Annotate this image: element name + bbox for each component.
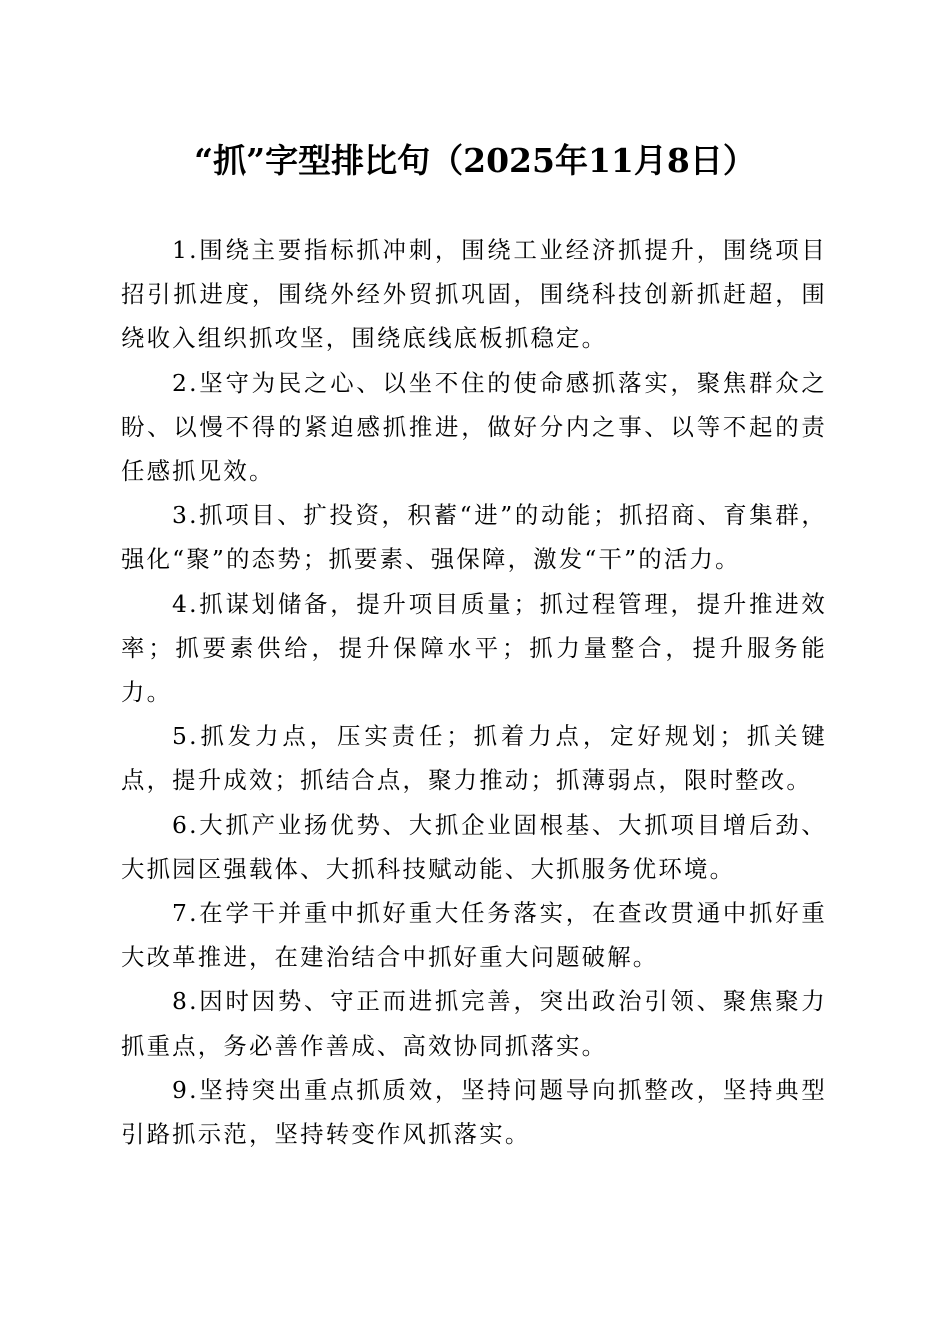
paragraph-9: 9.坚持突出重点抓质效，坚持问题导向抓整改，坚持典型引路抓示范，坚持转变作风抓落实。 bbox=[121, 1075, 827, 1149]
document-body bbox=[121, 228, 827, 1156]
paragraph-7: 7.在学干并重中抓好重大任务落实，在查改贯通中抓好重大改革推进，在建治结合中抓好重大问题破解。 bbox=[121, 899, 827, 972]
paragraph-5: 5.抓发力点，压实责任；抓着力点，定好规划；抓关键点，提升成效；抓结合点，聚力推动；抓薄弱点，限时整改。 bbox=[121, 722, 827, 795]
paragraph-1: 1.围绕主要指标抓冲刺，围绕工业经济抓提升，围绕项目招引抓进度，围绕外经外贸抓巩固，围绕科技创新抓赶超，围绕收入组织抓攻坚，围绕底线底板抓稳定。 bbox=[121, 236, 827, 353]
document-title: “抓”字型排比句（2025年11月8日） bbox=[194, 141, 756, 180]
paragraph-2: 2.坚守为民之心、以坐不住的使命感抓落实，聚焦群众之盼、以慢不得的紧迫感抓推进，做好分内之事、以等不起的责任感抓见效。 bbox=[121, 368, 827, 486]
paragraph-3: 3.抓项目、扩投资，积蓄“进”的动能；抓招商、育集群，强化“聚”的态势；抓要素、强保障，激发“干”的活力。 bbox=[121, 501, 827, 574]
paragraph-6: 6.大抓产业扬优势、大抓企业固根基、大抓项目增后劲、大抓园区强载体、大抓科技赋动能、大抓服务优环境。 bbox=[121, 810, 827, 883]
paragraph-4: 4.抓谋划储备，提升项目质量；抓过程管理，提升推进效率；抓要素供给，提升保障水平；抓力量整合，提升服务能力。 bbox=[121, 589, 827, 707]
paragraph-8: 8.因时因势、守正而进抓完善，突出政治引领、聚焦聚力抓重点，务必善作善成、高效协同抓落实。 bbox=[121, 987, 827, 1060]
